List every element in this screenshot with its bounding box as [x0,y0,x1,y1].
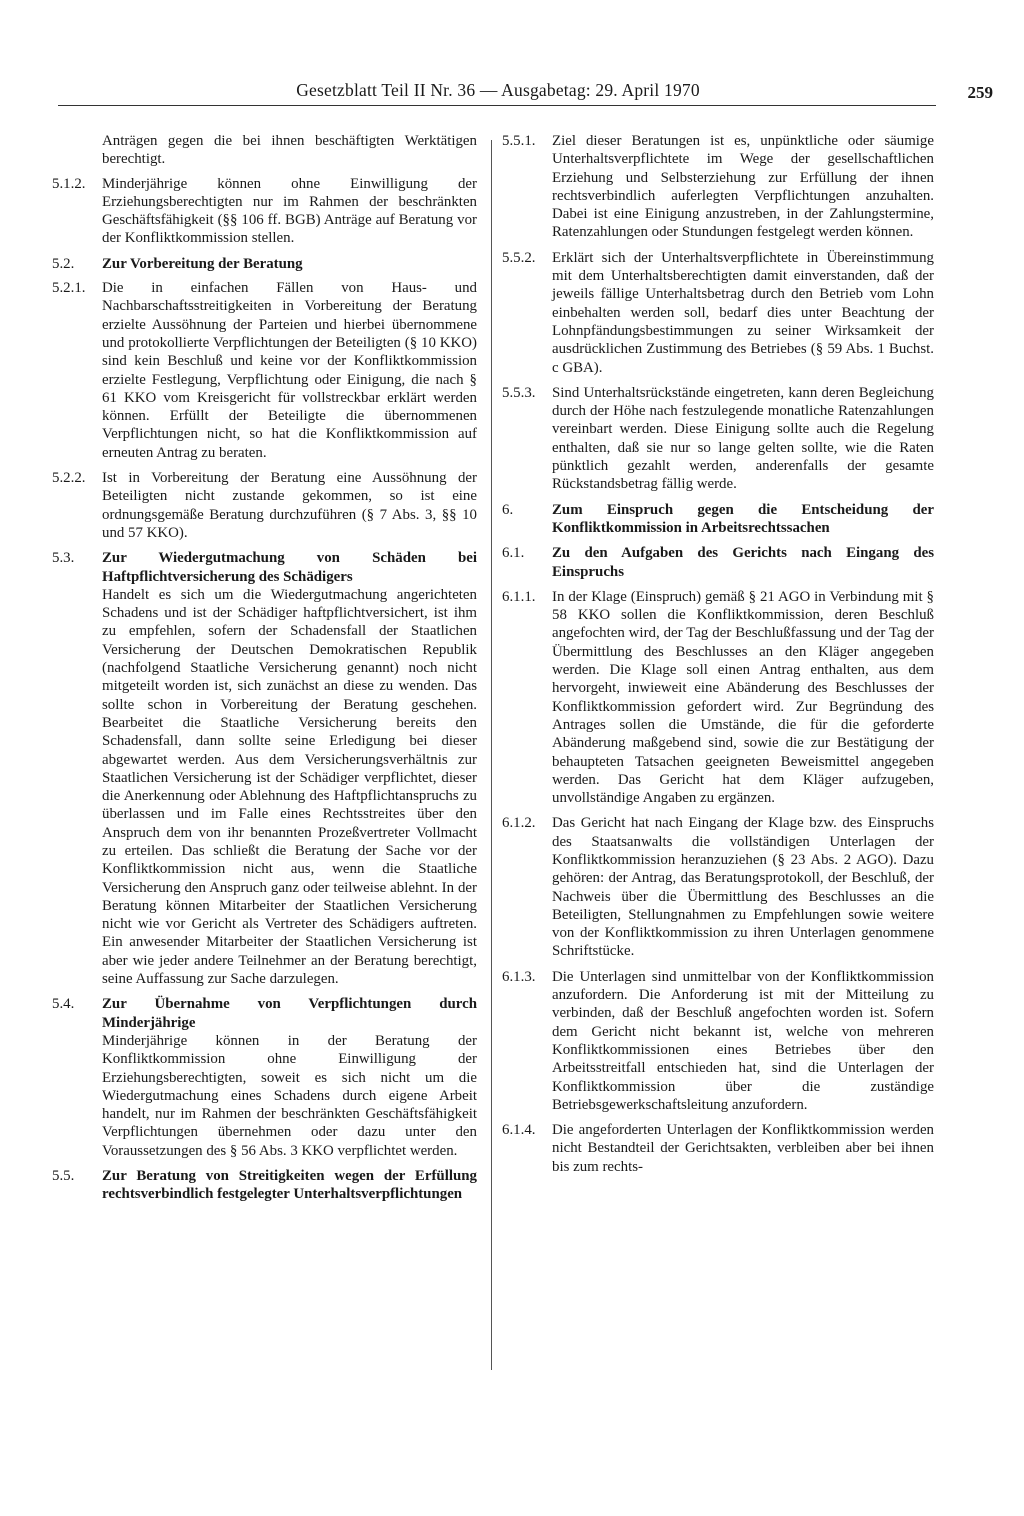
header-rule [58,105,936,106]
section-text: Minderjährige können in der Beratung der Konfliktkommission ohne Einwilligung der Erziehungsberechtigten, soweit es sich nicht um die Wiedergutmachung eines Schadens durch eigene Arbeit handelt, nur im Rahmen der beschränkten Geschäftsfähigkeit Verpflichtungen übernehmen oder dazu unter den Voraussetzungen des § 56 Abs. 3 KKO verpflichtet werden. [102,1032,477,1159]
section-number: 6.1.2. [502,815,536,832]
section-heading: Zur Übernahme von Verpflichtungen durch Minderjährige [102,996,477,1031]
section-6-1-2 [502,814,934,960]
section-number: 5.1.2. [52,175,86,192]
page-number: 259 [967,83,993,102]
section-number: 6.1.4. [502,1122,536,1139]
section-number: 5.5.3. [502,384,536,401]
section-number: 5.4. [52,996,75,1013]
section-5-4 [52,995,477,1160]
section-text: In der Klage (Einspruch) gemäß § 21 AGO in Verbindung mit § 58 KKO sollen die Konfliktkommission, deren Beschluß angefochten wird, der Tag der Beschlußfassung und der Tag der Übermittlung des Beschlusses an den Kläger angegeben werden. Die Klage soll einen Antrag enthalten, aus dem hervorgeht, inwieweit eine Abänderung des Beschlusses der Konfliktkommission gefordert wird. Zur Begründung des Antrages sollen die Umstände, die für die geforderte Abänderung maßgebend sind, sowie die zur Bestätigung der behaupteten Tatsachen geeigneten Beweismittel angegeben werden. Das Gericht hat dem Kläger aufzugeben, unvollständige Angaben zu ergänzen. [552,588,934,807]
left-column [52,132,477,1211]
section-5-5-2 [502,249,934,377]
column-divider [491,140,492,1370]
paragraph-5-1-1-continuation: Anträgen gegen die bei ihnen beschäftigten Werktätigen berechtigt. [102,133,477,168]
heading-6-1 [502,544,934,581]
section-5-1-2 [52,175,477,248]
section-5-3 [52,549,477,988]
page-header [58,78,993,102]
section-number: 5.2.1. [52,280,86,297]
section-number: 6.1.1. [502,588,536,605]
section-6-1-3 [502,968,934,1114]
section-number: 6.1. [502,545,525,562]
section-text: Die in einfachen Fällen von Haus- und Nachbarschaftsstreitigkeiten in Vorbereitung der Beratung erzielte Aussöhnung der Parteien und hierbei übernommene und protokollierte Verpflichtungen der Beteiligten (§ 10 KKO) sind kein Beschluß und keine vor der Konfliktkommission erzielte Festlegung, Verpflichtung oder Einigung, die nach § 61 KKO vom Kreisgericht für vollstreckbar erklärt werden können. Erfüllt der Beteiligte die übernommenen Verpflichtungen nicht, so hat die Konfliktkommission auf erneuten Antrag zu beraten. [102,280,477,461]
section-text: Ziel dieser Beratungen ist es, unpünktliche oder säumige Unterhaltsverpflichtete im Wege der gesellschaftlichen Erziehung und Selbsterziehung zur Erfüllung der ihnen rechtsverbindlich auferlegten Verpflichtungen anzuhalten. Dabei ist eine Einigung anzustreben, in der Zahlungstermine, Ratenzahlungen oder Stundungen festgelegt werden können. [552,133,934,241]
section-text: Das Gericht hat nach Eingang der Klage bzw. des Einspruchs des Staatsanwalts die vollständigen Unterlagen der Konfliktkommission heranzuziehen (§ 23 Abs. 2 AGO). Dazu gehören: der Antrag, das Beratungsprotokoll, der Beschluß, der Nachweis über die Übermittlung des Beschlusses an die Beteiligten, Stellungnahmen zu Empfehlungen sowie weitere von der Konfliktkommission zu ihren Unterlagen genommene Schriftstücke. [552,815,934,960]
section-text: Sind Unterhaltsrückstände eingetreten, kann deren Begleichung durch der Höhe nach festzulegende monatliche Ratenzahlungen vereinbart werden. Diese Einigung sollte auch die Regelung enthalten, daß sie nur so lange gelten sollte, wie die Raten pünktlich gezahlt werden, anderenfalls der gesamte Rückstandsbetrag fällig werde. [552,384,934,493]
section-number: 6. [502,501,514,518]
heading-6 [502,501,934,538]
section-5-5-3 [502,384,934,494]
section-heading: Zur Wiedergutmachung von Schäden bei Haftpflichtversicherung des Schädigers [102,550,477,585]
section-6-1-4 [502,1121,934,1176]
heading-5-2 [52,255,477,273]
section-heading: Zum Einspruch gegen die Entscheidung der Konfliktkommission in Arbeitsrechtssachen [552,501,934,536]
section-heading: Zu den Aufgaben des Gerichts nach Eingang des Einspruchs [552,545,934,580]
section-number: 5.2. [52,255,75,272]
section-number: 5.5.2. [502,249,536,266]
section-text: Die angeforderten Unterlagen der Konfliktkommission werden nicht Bestandteil der Gerichtsakten, verbleiben aber bei ihnen bis zum rechts- [552,1122,934,1175]
section-5-5-1 [502,132,934,242]
section-number: 6.1.3. [502,968,536,985]
section-heading: Zur Vorbereitung der Beratung [102,255,303,272]
section-number: 5.2.2. [52,470,86,487]
section-number: 5.5.1. [502,133,536,149]
section-number: 5.3. [52,550,75,567]
section-text: Minderjährige können ohne Einwilligung der Erziehungsberechtigten nur im Rahmen der beschränkten Geschäftsfähigkeit (§§ 106 ff. BGB) Anträge auf Beratung vor der Konfliktkommission stellen. [102,175,477,247]
section-text: Die Unterlagen sind unmittelbar von der Konfliktkommission anzufordern. Die Anforderung ist mit der Mitteilung zu verbinden, daß der Beschluß angefochten worden ist. Sofern dem Gericht nicht bekannt ist, welche von mehreren Konfliktkommissionen eines Betriebes über den Arbeitsstreitfall entschieden hat, sind die Unterlagen der Konfliktkommission über die zuständige Betriebsgewerkschaftsleitung anzufordern. [552,968,934,1113]
section-heading: Zur Beratung von Streitigkeiten wegen der Erfüllung rechtsverbindlich festgelegter Unterhaltsverpflichtungen [102,1168,477,1203]
section-text: Ist in Vorbereitung der Beratung eine Aussöhnung der Beteiligten nicht zustande gekommen, so ist eine ordnungsgemäße Beratung durchzuführen (§ 7 Abs. 3, §§ 10 und 57 KKO). [102,470,477,541]
section-5-2-1 [52,279,477,462]
section-6-1-1 [502,588,934,808]
heading-5-5 [52,1167,477,1204]
section-text: Erklärt sich der Unterhaltsverpflichtete in Übereinstimmung mit dem Unterhaltsberechtigten damit einverstanden, daß der jeweils fällige Unterhaltsbetrag durch den Betrieb vom Lohn einbehalten werden soll, bedarf dies unter Beachtung der Lohnpfändungsbestimmungen zu seiner Wirksamkeit der ausdrücklichen Zustimmung des Betriebes (§ 59 Abs. 1 Buchst. c GBA). [552,249,934,376]
right-column [502,132,934,1183]
section-5-2-2 [52,469,477,542]
header-title: Gesetzblatt Teil II Nr. 36 — Ausgabetag: 29. April 1970 [296,80,700,100]
section-number: 5.5. [52,1168,75,1185]
section-text: Handelt es sich um die Wiedergutmachung angerichteten Schadens und ist der Schädiger haftpflichtversichert, ist ihm zu empfehlen, sofern der Schadensfall der Staatlichen Versicherung der Deutschen Demokratischen Republik (nachfolgend Staatliche Versicherung genannt) noch nicht mitgeteilt worden ist, sich zunächst an diese zu wenden. Das sollte schon in Vorbereitung der Beratung geschehen. Bearbeitet die Staatliche Versicherung bereits den Schadensfall, dann sollte seine Erledigung bei dieser abgewartet werden. Aus dem Versicherungsverhältnis zur Staatlichen Versicherung ist der Schädiger verpflichtet, dieser die Anerkennung oder Ablehnung des Haftpflichtanspruchs zu überlassen und im Falle eines Rechtsstreites über den Anspruch dem von ihr benannten Prozeßvertreter Vollmacht zu erteilen. Das schließt die Beratung der Sache vor der Konfliktkommission nicht aus, wenn die Staatliche Versicherung den Anspruch ganz oder teilweise ablehnt. In der Beratung können Mitarbeiter der Staatlichen Versicherung nicht wie vor Gericht als Vertreter des Schädigers auftreten. Ein anwesender Mitarbeiter der Staatlichen Versicherung ist aber wie jeder andere Teilnehmer an der Beratung berechtigt, seine Auffassung zur Sache darzulegen. [102,586,477,988]
